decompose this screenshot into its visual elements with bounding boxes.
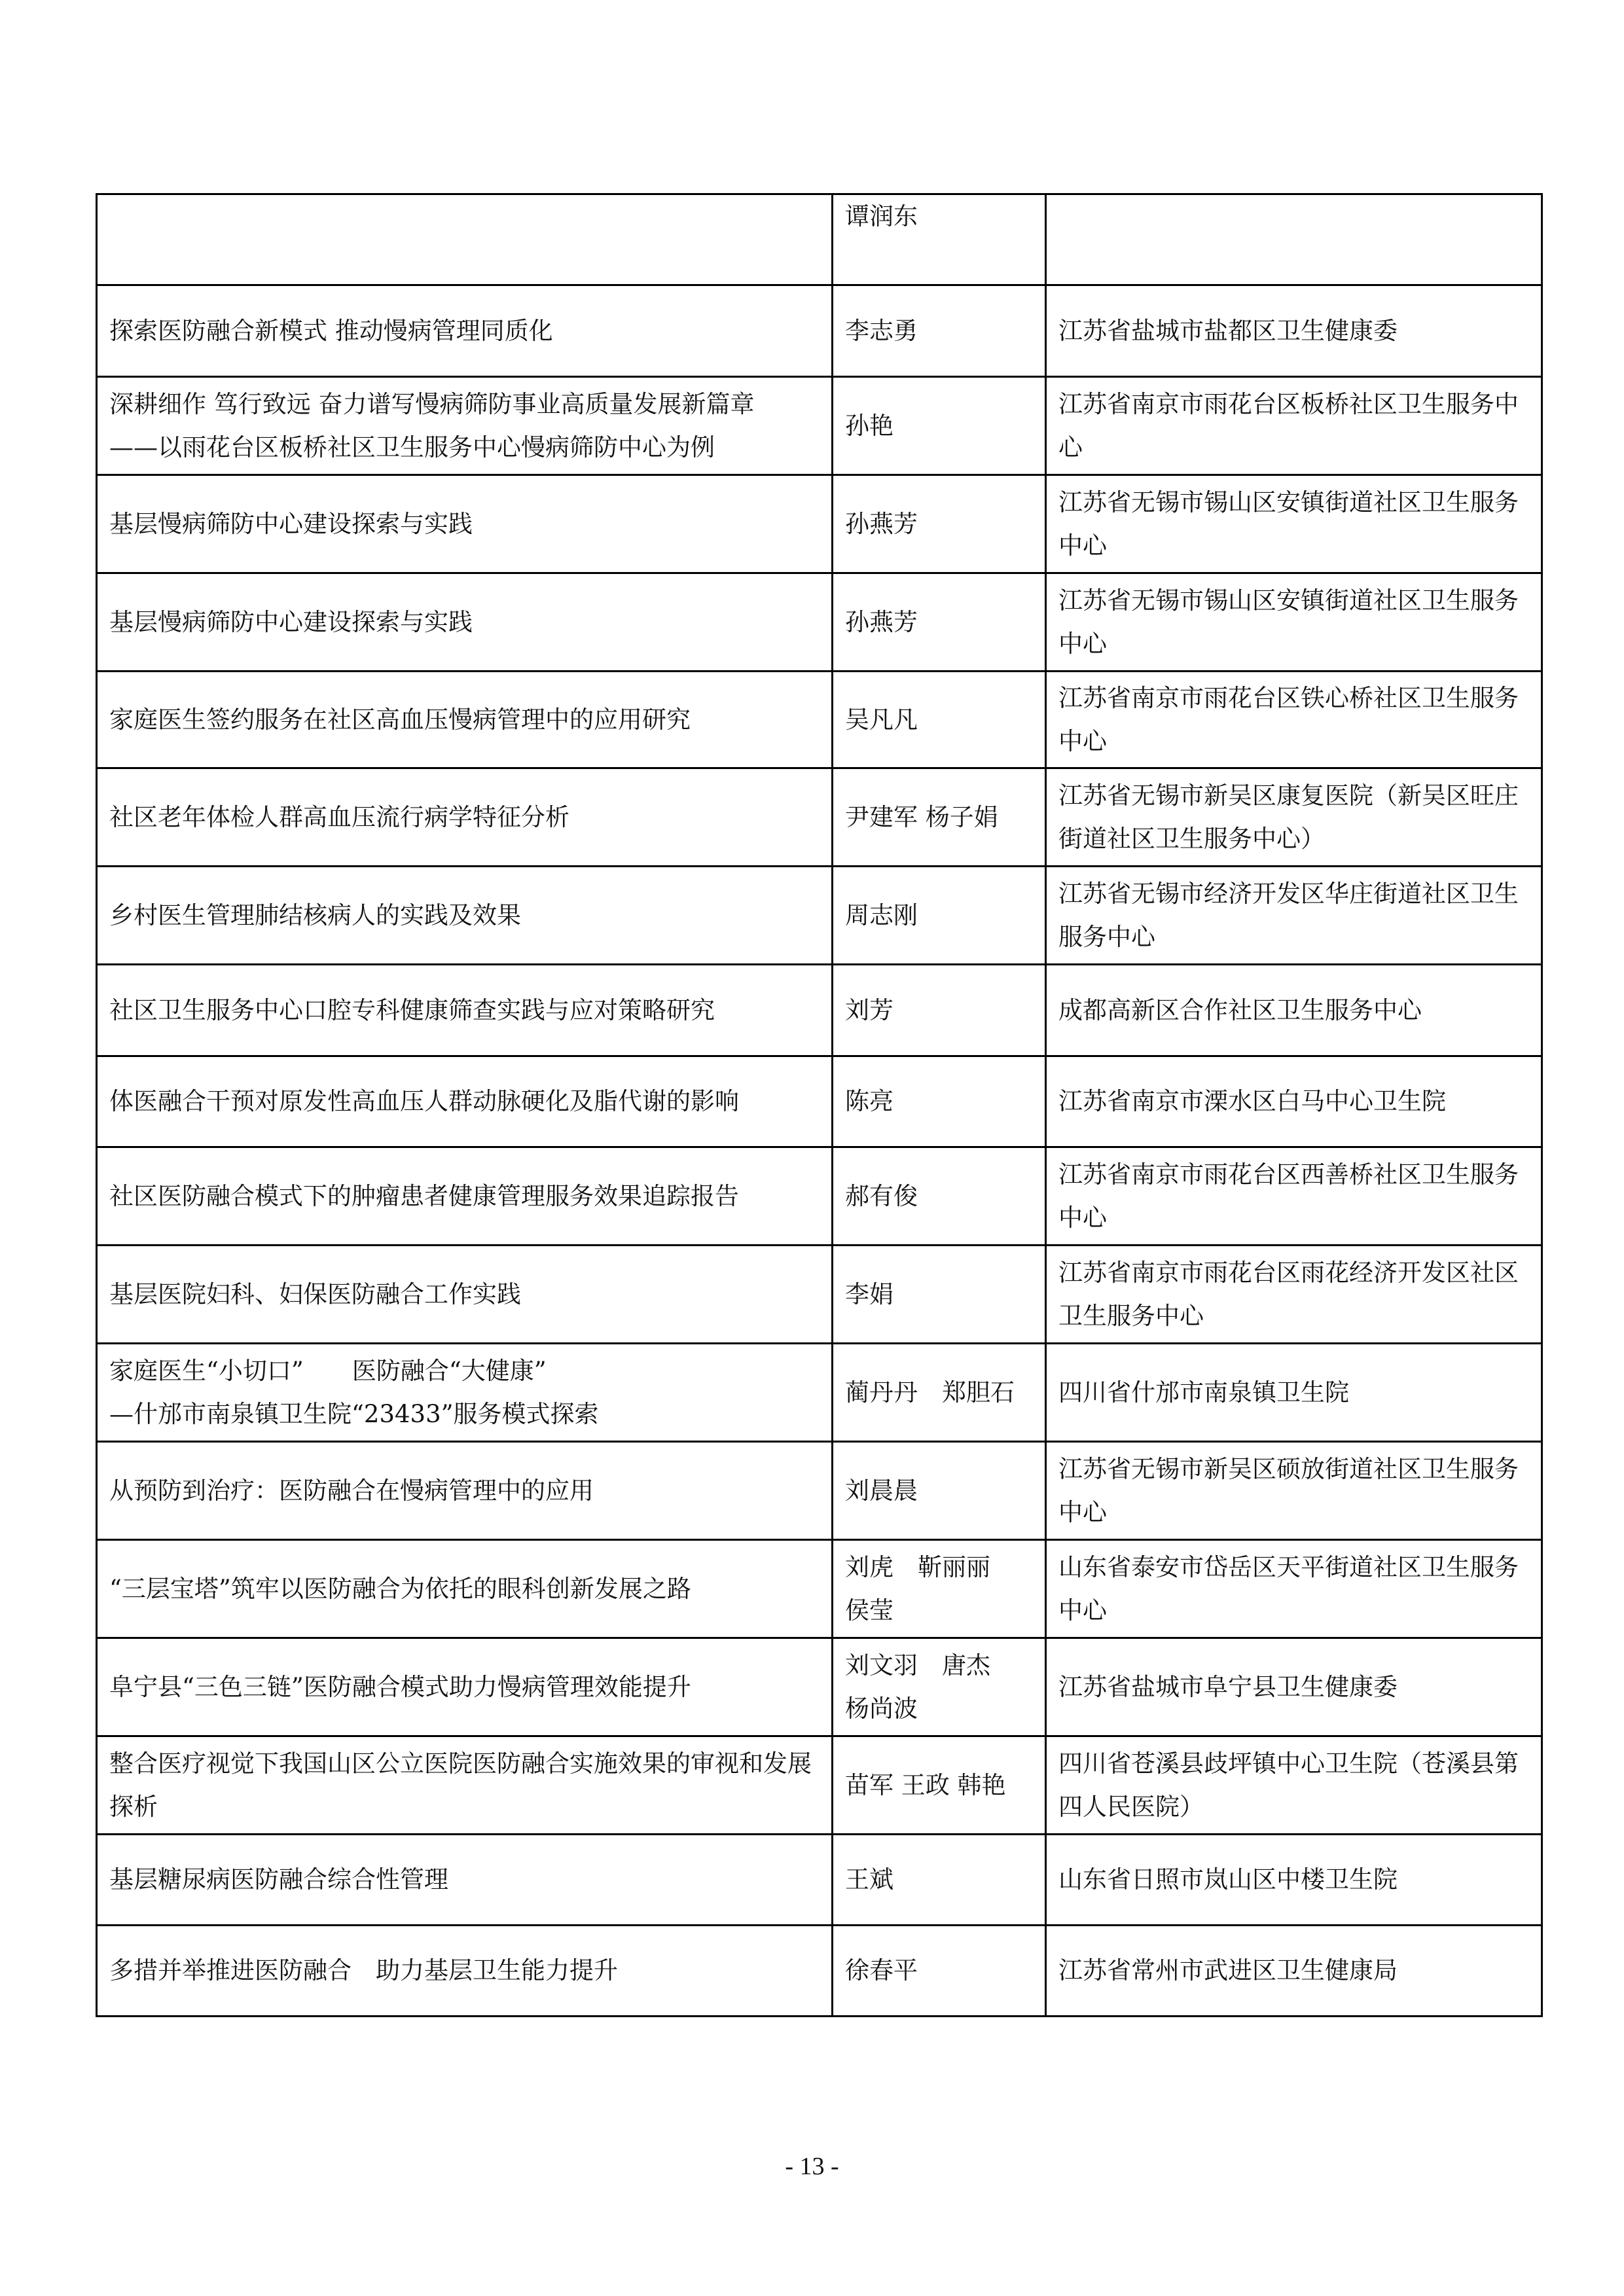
table-row [97, 1835, 1542, 1926]
unit-cell [1046, 1926, 1542, 2017]
unit-cell-text: 四川省什邡市南泉镇卫生院 [1058, 1378, 1349, 1407]
paper-title-cell-text: 基层糖尿病医防融合综合性管理 [109, 1865, 448, 1893]
unit-cell [1046, 1344, 1542, 1442]
author-cell [833, 1442, 1046, 1540]
unit-cell-text: 江苏省无锡市锡山区安镇街道社区卫生服务中心 [1058, 586, 1519, 658]
paper-title-cell-text: 从预防到治疗：医防融合在慢病管理中的应用 [109, 1476, 594, 1505]
table-row [97, 1540, 1542, 1638]
unit-cell-text: 江苏省南京市雨花台区西善桥社区卫生服务中心 [1058, 1160, 1519, 1232]
author-cell-text: 吴凡凡 [845, 705, 918, 734]
paper-title-cell [97, 377, 833, 475]
paper-title-cell [97, 768, 833, 867]
results-table [96, 193, 1543, 2017]
author-cell-text: 刘文羽 唐杰 杨尚波 [845, 1651, 990, 1723]
author-cell-text: 李娟 [845, 1280, 893, 1308]
author-cell-text: 孙燕芳 [845, 509, 918, 538]
author-cell [833, 768, 1046, 867]
author-cell-text: 陈亮 [845, 1087, 893, 1115]
paper-title-cell [97, 1926, 833, 2017]
author-cell-text: 周志刚 [845, 901, 918, 929]
author-cell-text: 谭润东 [845, 202, 918, 230]
unit-cell-text: 江苏省无锡市新吴区康复医院（新吴区旺庄街道社区卫生服务中心） [1058, 781, 1519, 853]
author-cell [833, 1540, 1046, 1638]
paper-title-cell-text: 乡村医生管理肺结核病人的实践及效果 [109, 901, 521, 929]
paper-title-cell-text: 基层慢病筛防中心建设探索与实践 [109, 509, 473, 538]
paper-title-cell-text: 整合医疗视觉下我国山区公立医院医防融合实施效果的审视和发展探析 [109, 1749, 812, 1821]
paper-title-cell-text: 探索医防融合新模式 推动慢病管理同质化 [109, 316, 553, 345]
paper-title-cell [97, 1736, 833, 1835]
author-cell-text: 徐春平 [845, 1956, 918, 1984]
unit-cell [1046, 867, 1542, 965]
unit-cell [1046, 285, 1542, 377]
paper-title-cell-text: 家庭医生签约服务在社区高血压慢病管理中的应用研究 [109, 705, 691, 734]
unit-cell [1046, 1442, 1542, 1540]
table-row [97, 285, 1542, 377]
unit-cell-text: 江苏省无锡市新吴区硕放街道社区卫生服务中心 [1058, 1454, 1519, 1526]
paper-title-cell-text: 家庭医生“小切口” 医防融合“大健康” —什邡市南泉镇卫生院“23433”服务模式探索 [109, 1356, 599, 1428]
author-cell-text: 苗军 王政 韩艳 [845, 1770, 1006, 1799]
paper-title-cell-text: 基层慢病筛防中心建设探索与实践 [109, 607, 473, 636]
author-cell [833, 1638, 1046, 1736]
paper-title-cell [97, 285, 833, 377]
paper-title-cell [97, 194, 833, 285]
unit-cell [1046, 965, 1542, 1056]
unit-cell [1046, 1147, 1542, 1246]
author-cell [833, 377, 1046, 475]
paper-title-cell-text: 社区医防融合模式下的肿瘤患者健康管理服务效果追踪报告 [109, 1181, 739, 1210]
unit-cell [1046, 768, 1542, 867]
paper-title-cell [97, 475, 833, 573]
author-cell [833, 672, 1046, 768]
paper-title-cell-text: 体医融合干预对原发性高血压人群动脉硬化及脂代谢的影响 [109, 1087, 739, 1115]
unit-cell-text: 江苏省无锡市经济开发区华庄街道社区卫生服务中心 [1058, 879, 1519, 951]
unit-cell-text: 江苏省南京市雨花台区板桥社区卫生服务中心 [1058, 389, 1519, 461]
author-cell [833, 573, 1046, 672]
paper-title-cell [97, 1638, 833, 1736]
table-row [97, 1926, 1542, 2017]
author-cell-text: 刘晨晨 [845, 1476, 918, 1505]
paper-title-cell [97, 1442, 833, 1540]
author-cell [833, 867, 1046, 965]
paper-title-cell [97, 1147, 833, 1246]
paper-title-cell [97, 573, 833, 672]
page-number: - 13 - [785, 2153, 839, 2180]
author-cell [833, 1835, 1046, 1926]
author-cell-text: 蔺丹丹 郑胆石 [845, 1378, 1015, 1407]
author-cell [833, 285, 1046, 377]
author-cell-text: 孙燕芳 [845, 607, 918, 636]
paper-title-cell-text: 社区老年体检人群高血压流行病学特征分析 [109, 802, 569, 831]
paper-title-cell-text: 阜宁县“三色三链”医防融合模式助力慢病管理效能提升 [109, 1672, 691, 1701]
author-cell-text: 郝有俊 [845, 1181, 918, 1210]
paper-title-cell [97, 1540, 833, 1638]
unit-cell-text: 江苏省南京市雨花台区铁心桥社区卫生服务中心 [1058, 683, 1519, 755]
paper-title-cell-text: 社区卫生服务中心口腔专科健康筛查实践与应对策略研究 [109, 996, 715, 1024]
paper-title-cell-text: 多措并举推进医防融合 助力基层卫生能力提升 [109, 1956, 618, 1984]
paper-title-cell-text: 深耕细作 笃行致远 奋力谱写慢病筛防事业高质量发展新篇章 ——以雨花台区板桥社区卫生服务中心慢病筛防中心为例 [109, 389, 755, 461]
unit-cell [1046, 573, 1542, 672]
unit-cell [1046, 1638, 1542, 1736]
author-cell-text: 刘虎 靳丽丽 侯莹 [845, 1552, 990, 1624]
unit-cell-text: 江苏省盐城市阜宁县卫生健康委 [1058, 1672, 1398, 1701]
author-cell-text: 刘芳 [845, 996, 893, 1024]
table-row [97, 965, 1542, 1056]
author-cell [833, 1056, 1046, 1147]
author-cell [833, 1344, 1046, 1442]
unit-cell [1046, 1056, 1542, 1147]
unit-cell [1046, 1540, 1542, 1638]
author-cell [833, 1246, 1046, 1344]
unit-cell-text: 山东省泰安市岱岳区天平街道社区卫生服务中心 [1058, 1552, 1519, 1624]
author-cell-text: 李志勇 [845, 316, 918, 345]
author-cell [833, 1736, 1046, 1835]
unit-cell [1046, 475, 1542, 573]
unit-cell [1046, 672, 1542, 768]
author-cell [833, 194, 1046, 285]
table-row [97, 672, 1542, 768]
unit-cell-text: 四川省苍溪县歧坪镇中心卫生院（苍溪县第四人民医院） [1058, 1749, 1519, 1821]
table-row [97, 194, 1542, 285]
table-row [97, 768, 1542, 867]
paper-title-cell [97, 672, 833, 768]
unit-cell-text: 成都高新区合作社区卫生服务中心 [1058, 996, 1422, 1024]
paper-title-cell [97, 867, 833, 965]
unit-cell [1046, 1736, 1542, 1835]
unit-cell-text: 江苏省盐城市盐都区卫生健康委 [1058, 316, 1398, 345]
author-cell [833, 475, 1046, 573]
unit-cell [1046, 1246, 1542, 1344]
paper-title-cell [97, 1246, 833, 1344]
paper-title-cell [97, 1835, 833, 1926]
paper-title-cell-text: “三层宝塔”筑牢以医防融合为依托的眼科创新发展之路 [109, 1574, 691, 1603]
table-row [97, 867, 1542, 965]
table-row [97, 573, 1542, 672]
author-cell-text: 尹建军 杨子娟 [845, 802, 998, 831]
author-cell-text: 王斌 [845, 1865, 893, 1893]
results-table-body [97, 194, 1542, 2017]
unit-cell-text: 山东省日照市岚山区中楼卫生院 [1058, 1865, 1398, 1893]
paper-title-cell [97, 1056, 833, 1147]
paper-title-cell [97, 1344, 833, 1442]
table-row [97, 1736, 1542, 1835]
table-row [97, 1147, 1542, 1246]
paper-title-cell [97, 965, 833, 1056]
unit-cell [1046, 377, 1542, 475]
table-row [97, 377, 1542, 475]
unit-cell [1046, 1835, 1542, 1926]
author-cell [833, 1147, 1046, 1246]
unit-cell-text: 江苏省无锡市锡山区安镇街道社区卫生服务中心 [1058, 488, 1519, 560]
table-row [97, 475, 1542, 573]
author-cell-text: 孙艳 [845, 411, 893, 440]
author-cell [833, 965, 1046, 1056]
table-row [97, 1246, 1542, 1344]
unit-cell-text: 江苏省南京市溧水区白马中心卫生院 [1058, 1087, 1446, 1115]
unit-cell-text: 江苏省常州市武进区卫生健康局 [1058, 1956, 1398, 1984]
author-cell [833, 1926, 1046, 2017]
paper-title-cell-text: 基层医院妇科、妇保医防融合工作实践 [109, 1280, 521, 1308]
unit-cell [1046, 194, 1542, 285]
table-row [97, 1344, 1542, 1442]
table-row [97, 1442, 1542, 1540]
table-row [97, 1056, 1542, 1147]
unit-cell-text: 江苏省南京市雨花台区雨花经济开发区社区卫生服务中心 [1058, 1258, 1519, 1330]
table-row [97, 1638, 1542, 1736]
